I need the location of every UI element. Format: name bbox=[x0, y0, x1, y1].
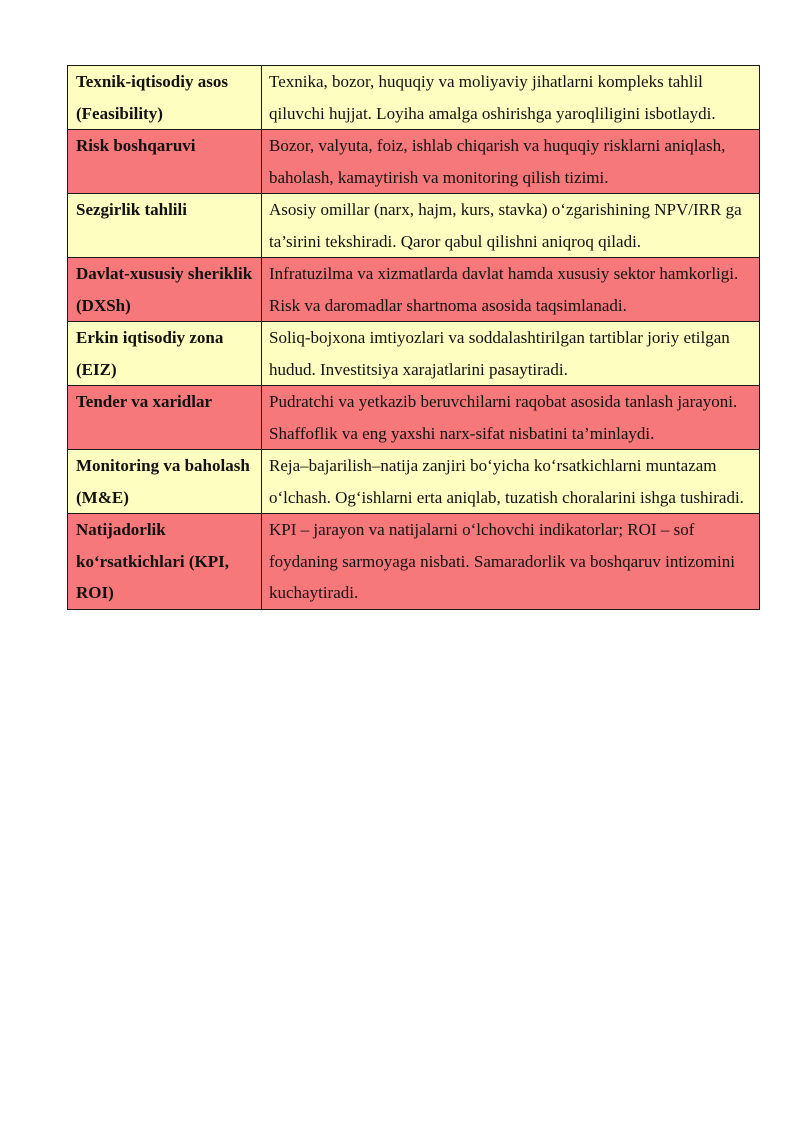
term-cell: Tender va xaridlar bbox=[68, 386, 262, 450]
table-row bbox=[68, 130, 760, 194]
term-cell: Sezgirlik tahlili bbox=[68, 194, 262, 258]
definition-cell: Soliq-bojxona imtiyozlari va soddalashtirilgan tartiblar joriy etilgan hudud. Investitsiya xarajatlarini pasaytiradi. bbox=[262, 322, 760, 386]
definition-cell: Infratuzilma va xizmatlarda davlat hamda xususiy sektor hamkorligi. Risk va daromadlar shartnoma asosida taqsimlanadi. bbox=[262, 258, 760, 322]
term-cell: Erkin iqtisodiy zona (EIZ) bbox=[68, 322, 262, 386]
table-row bbox=[68, 386, 760, 450]
definition-cell: KPI – jarayon va natijalarni o‘lchovchi indikatorlar; ROI – sof foydaning sarmoyaga nisbati. Samaradorlik va boshqaruv intizomini kuchaytiradi. bbox=[262, 514, 760, 610]
definition-cell: Bozor, valyuta, foiz, ishlab chiqarish va huquqiy risklarni aniqlash, baholash, kamaytirish va monitoring qilish tizimi. bbox=[262, 130, 760, 194]
definition-cell: Pudratchi va yetkazib beruvchilarni raqobat asosida tanlash jarayoni. Shaffoflik va eng yaxshi narx-sifat nisbatini ta’minlaydi. bbox=[262, 386, 760, 450]
term-cell: Natijadorlik ko‘rsatkichlari (KPI, ROI) bbox=[68, 514, 262, 610]
table-row bbox=[68, 322, 760, 386]
table-row bbox=[68, 258, 760, 322]
table-row bbox=[68, 450, 760, 514]
table-row bbox=[68, 66, 760, 130]
term-cell: Risk boshqaruvi bbox=[68, 130, 262, 194]
definition-cell: Asosiy omillar (narx, hajm, kurs, stavka) o‘zgarishining NPV/IRR ga ta’sirini tekshiradi. Qaror qabul qilishni aniqroq qiladi. bbox=[262, 194, 760, 258]
definition-cell: Texnika, bozor, huquqiy va moliyaviy jihatlarni kompleks tahlil qiluvchi hujjat. Loyiha amalga oshirishga yaroqliligini isbotlaydi. bbox=[262, 66, 760, 130]
glossary-table bbox=[67, 65, 760, 610]
definition-cell: Reja–bajarilish–natija zanjiri bo‘yicha ko‘rsatkichlarni muntazam o‘lchash. Og‘ishlarni erta aniqlab, tuzatish choralarini ishga tushiradi. bbox=[262, 450, 760, 514]
term-cell: Davlat-xususiy sheriklik (DXSh) bbox=[68, 258, 262, 322]
term-cell: Monitoring va baholash (M&E) bbox=[68, 450, 262, 514]
term-cell: Texnik-iqtisodiy asos (Feasibility) bbox=[68, 66, 262, 130]
table-row bbox=[68, 194, 760, 258]
table-row bbox=[68, 514, 760, 610]
